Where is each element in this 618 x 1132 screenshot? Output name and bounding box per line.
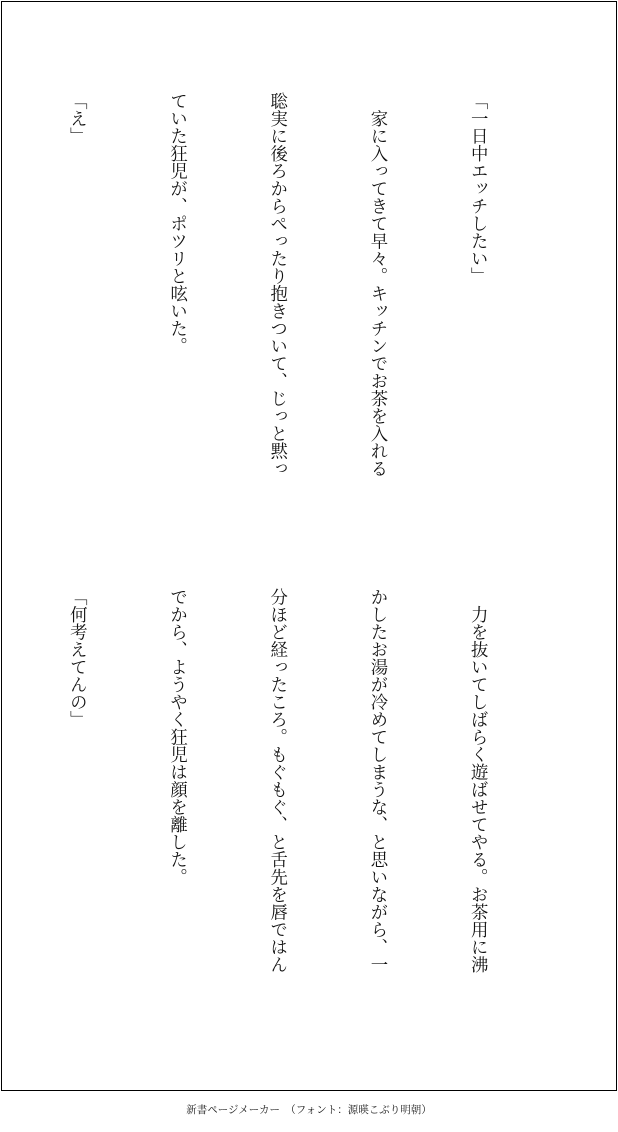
text-line: かしたお湯が冷めてしまうな、と思いながら、一 — [366, 588, 387, 973]
text-line: 「一日中エッチしたい」 — [467, 92, 488, 285]
footer-credit: 新書ページメーカー （フォント：源暎こぶり明朝） — [186, 1104, 432, 1116]
text-line: でから、ようやく狂児は顔を離した。 — [166, 588, 187, 886]
text-line: ていた狂児が、ポツリと呟いた。 — [166, 92, 187, 355]
text-line: 聡実に後ろからぺったり抱きついて、じっと黙っ — [266, 92, 287, 477]
page-frame — [1, 1, 617, 1091]
bottom-text-block — [0, 588, 560, 1048]
top-text-block — [0, 92, 560, 552]
text-line: 「何考えてんの」 — [66, 588, 87, 728]
text-line: 分ほど経ったころ。もぐもぐ、と舌先を唇ではん — [266, 588, 287, 973]
text-line: 力を抜いてしばらく遊ばせてやる。お茶用に沸 — [467, 588, 488, 973]
text-line: 家に入ってきて早々。キッチンでお茶を入れる — [366, 92, 387, 477]
text-line: 「え」 — [66, 92, 87, 145]
